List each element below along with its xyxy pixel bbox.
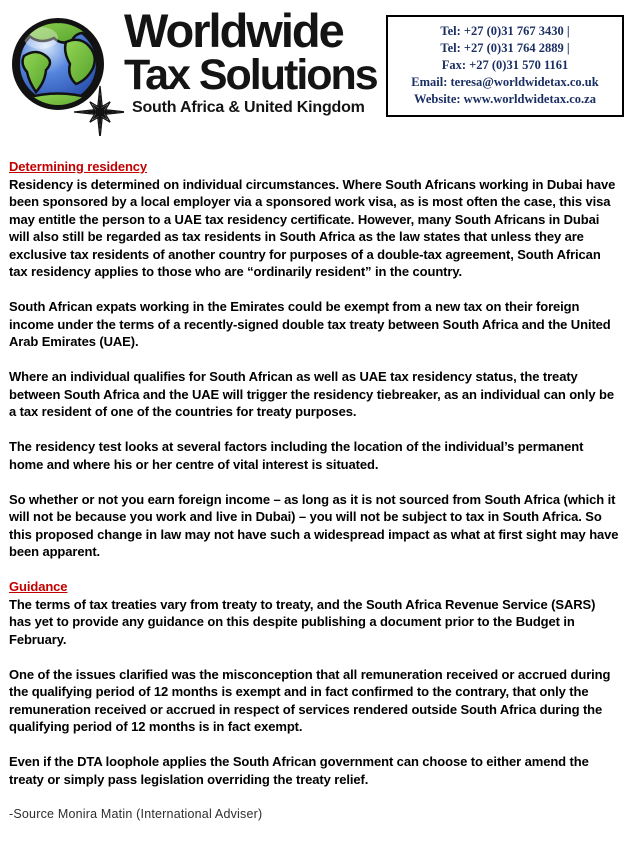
paragraph-expats-exempt: South African expats working in the Emirates could be exempt from a new tax on their foreign income under the terms of a recently-signed double tax treaty between South Africa and the United Arab Emirates (UAE). — [9, 299, 611, 349]
paragraph-sars-guidance: The terms of tax treaties vary from treaty to treaty, and the South Africa Revenue Service (SARS) has yet to provide any guidance on this despite publishing a document prior to the Budget in February. — [9, 596, 596, 647]
article-body — [0, 158, 628, 822]
paragraph-misconception: One of the issues clarified was the misconception that all remuneration received or accrued during the qualifying period of 12 months is exempt and in fact confirmed to the contrary, that only the remuneration received or accrued in respect of services rendered outside South Africa during the qualifying period of 12 months is in fact exempt. — [9, 666, 611, 734]
source-attribution: -Source Monira Matin (International Adviser) — [9, 806, 263, 821]
company-logo — [8, 4, 377, 136]
contact-tel-2: Tel: +27 (0)31 764 2889 | — [440, 41, 570, 55]
logo-title-line2: Tax Solutions — [124, 51, 377, 99]
paragraph-tiebreaker: Where an individual qualifies for South African as well as UAE tax residency status, the treaty between South Africa and the UAE will trigger the residency tiebreaker, as an individual can only be a tax resident of one of the countries for treaty purposes. — [9, 369, 615, 419]
contact-website: Website: www.worldwidetax.co.za — [414, 92, 596, 106]
logo-subtitle: South Africa & United Kingdom — [132, 99, 365, 116]
paragraph-residency-circumstances: Residency is determined on individual circumstances. Where South Africans working in Dubai have been sponsored by a local employer via a sponsored work visa, as is most often the case, this visa may entitle the person to a UAE tax residency certificate. However, many South Africans in Dubai will also still be regarded as tax residents in South Africa as the law states that unless they are exclusive tax residents of another country for purposes of a double-tax agreement, South African tax residency applies to those who are “ordinarily resident” in the country. — [9, 176, 616, 279]
section-heading-guidance: Guidance — [9, 579, 68, 594]
paragraph-dta-loophole: Even if the DTA loophole applies the South African government can choose to either amend the treaty or simply pass legislation overriding the treaty relief. — [9, 754, 589, 787]
globe-compass-icon — [8, 10, 124, 136]
contact-fax: Fax: +27 (0)31 570 1161 — [441, 58, 569, 72]
letterhead — [0, 0, 628, 136]
contact-box — [386, 15, 624, 117]
contact-tel-1: Tel: +27 (0)31 767 3430 | — [440, 24, 570, 38]
paragraph-foreign-income: So whether or not you earn foreign income – as long as it is not sourced from South Africa (which it will not be because you work and live in Dubai) – you will not be subject to tax in South Africa. So this proposed change in law may not have such a widespread impact as what at first sight may have been apparent. — [9, 491, 619, 559]
contact-email: Email: teresa@worldwidetax.co.uk — [411, 75, 599, 89]
paragraph-residency-test: The residency test looks at several factors including the location of the individual’s permanent home and where his or her centre of vital interest is situated. — [9, 439, 584, 472]
logo-title-line1: Worldwide — [124, 4, 343, 57]
section-heading-determining-residency: Determining residency — [9, 159, 148, 174]
logo-wordmark — [124, 4, 377, 118]
